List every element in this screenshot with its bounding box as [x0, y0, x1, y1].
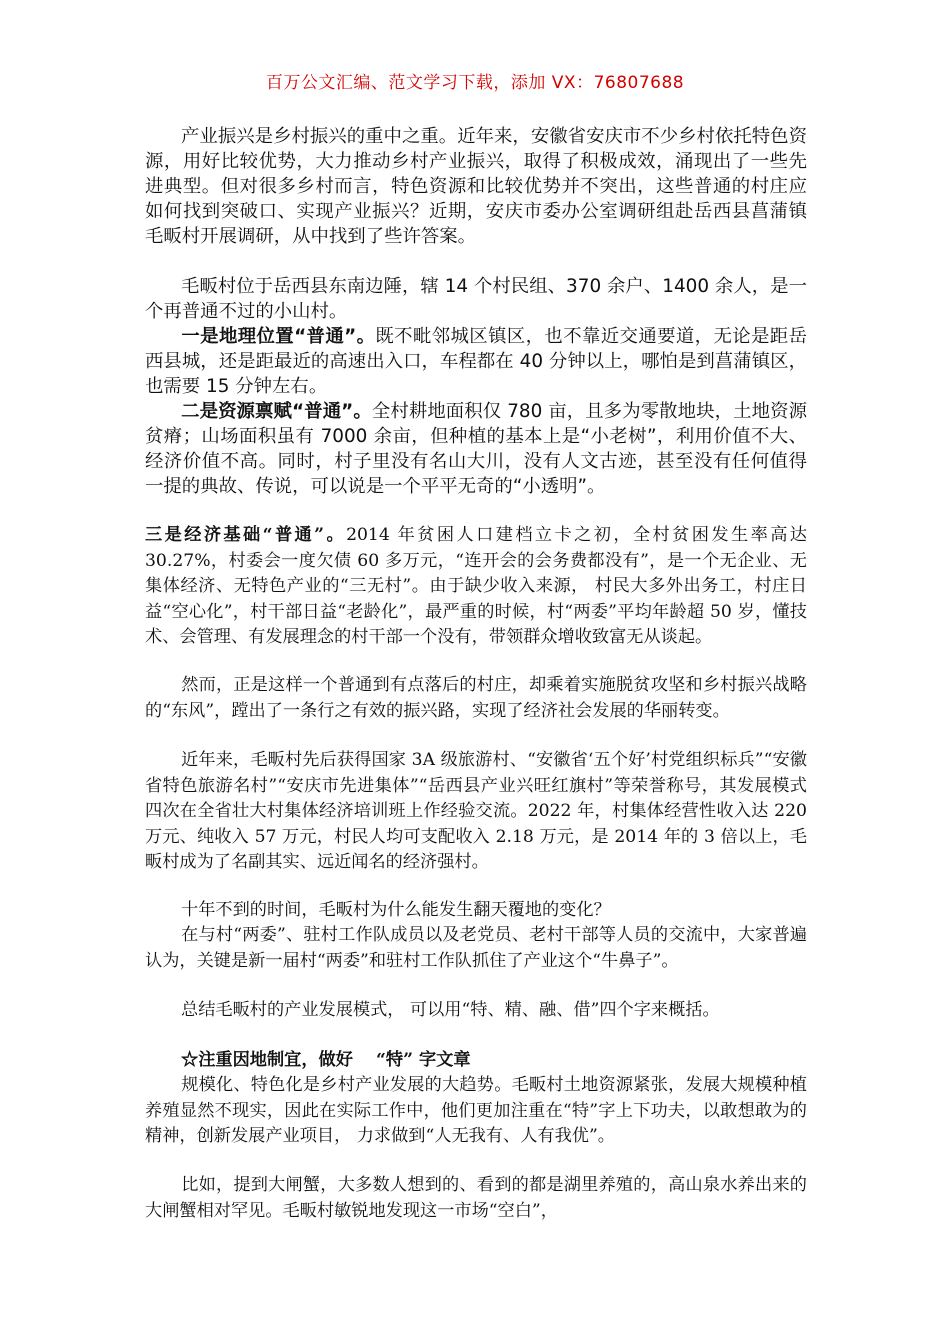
paragraph-interview	[145, 923, 807, 974]
paragraph-text: 规模化、特色化是乡村产业发展的大趋势。毛畈村土地资源紧张，发展大规模种植养殖显然不现实，因此在实际工作中，他们更加注重在“特”字上下功夫，以敢想敢为的精神，创新发展产业项目， 力求做到“人无我有、人有我优”。	[145, 1075, 807, 1146]
paragraph-intro	[145, 124, 807, 249]
paragraph-location	[145, 274, 807, 324]
paragraph-text: 总结毛畈村的产业发展模式， 可以用“特、精、融、借”四个字来概括。	[181, 1000, 720, 1020]
paragraph-economy	[145, 523, 807, 651]
paragraph-text: 近年来，毛畈村先后获得国家 3A 级旅游村、“安徽省‘五个好’村党组织标兵”“安徽省特色旅游名村”“安庆市先进集体”“岳西县产业兴旺红旗村”等荣誉称号，其发展模式四次在全省壮大村集体经济培训班上作经验交流。2022 年，村集体经营性收入达 220 万元、纯收入 57 万元，村民人均可支配收入 2.18 万元，是 2014 年的 3 倍以上，毛畈村成为了名副其实、远近闻名的经济强村。	[145, 750, 807, 872]
page-header: 百万公文汇编、范文学习下载，添加 VX：76807688	[265, 73, 685, 93]
paragraph-text: 比如，提到大闸蟹，大多数人想到的、看到的都是湖里养殖的，高山泉水养出来的大闸蟹相对罕见。毛畈村敏锐地发现这一市场“空白”，	[145, 1175, 807, 1221]
paragraph-text: 然而，正是这样一个普通到有点落后的村庄，却乘着实施脱贫攻坚和乡村振兴战略的“东风”，蹚出了一条行之有效的振兴路，实现了经济社会发展的华丽转变。	[145, 675, 807, 721]
paragraph-text: 全村耕地面积仅 780 亩，且多为零散地块，土地资源贫瘠；山场面积虽有 7000 余亩，但种植的基本上是“小老树”，利用价值不大、经济价值不高。同时，村子里没有名山大川，没有人文古迹，甚至没有任何值得一提的典故、传说，可以说是一个平平无奇的“小透明”。	[145, 401, 807, 497]
paragraph-resources	[145, 399, 807, 499]
paragraph-heading: 一是地理位置“普通”。	[181, 326, 376, 347]
paragraph-text: 既不毗邻城区镇区，也不靠近交通要道，无论是距岳西县城，还是距最近的高速出入口，车程都在 40 分钟以上，哪怕是到菖蒲镇区，也需要 15 分钟左右。	[145, 326, 807, 397]
paragraph-crab	[145, 1173, 807, 1224]
paragraph-geography	[145, 324, 807, 399]
paragraph-text: 十年不到的时间，毛畈村为什么能发生翻天覆地的变化？	[181, 900, 611, 920]
paragraph-text: 产业振兴是乡村振兴的重中之重。近年来，安徽省安庆市不少乡村依托特色资源，用好比较优势，大力推动乡村产业振兴，取得了积极成效，涌现出了一些先进典型。但对很多乡村而言，特色资源和比较优势并不突出，这些普通的村庄应如何找到突破口、实现产业振兴？近期，安庆市委办公室调研组赴岳西县菖蒲镇毛畈村开展调研，从中找到了些许答案。	[145, 126, 807, 247]
paragraph-heading: 二是资源禀赋“普通”。	[181, 401, 372, 422]
paragraph-question	[145, 898, 807, 924]
paragraph-heading: 三是经济基础“普通”。	[145, 525, 347, 545]
paragraph-summary	[145, 998, 807, 1024]
paragraph-text: 2014 年贫困人口建档立卡之初，全村贫困发生率高达 30.27%，村委会一度欠债 60 多万元，“连开会的会务费都没有”，是一个无企业、无集体经济、无特色产业的“三无村”。由于缺少收入来源， 村民大多外出务工，村庄日益“空心化”，村干部日益“老龄化”，最严重的时候，村“两委”平均年龄超 50 岁，懂技术、会管理、有发展理念的村干部一个没有，带领群众增收致富无从谈起。	[145, 525, 807, 647]
paragraph-text: 在与村“两委”、驻村工作队成员以及老党员、老村干部等人员的交流中，大家普遍认为，关键是新一届村“两委”和驻村工作队抓住了产业这个“牛鼻子”。	[145, 925, 807, 971]
section-heading	[145, 1048, 807, 1074]
paragraph-however	[145, 673, 807, 724]
section-heading-text: ☆注重因地制宜，做好 “特” 字文章	[181, 1050, 471, 1070]
paragraph-honors	[145, 748, 807, 876]
paragraph-trend	[145, 1073, 807, 1150]
paragraph-text: 毛畈村位于岳西县东南边陲，辖 14 个村民组、370 余户、1400 余人，是一个再普通不过的小山村。	[145, 276, 807, 322]
